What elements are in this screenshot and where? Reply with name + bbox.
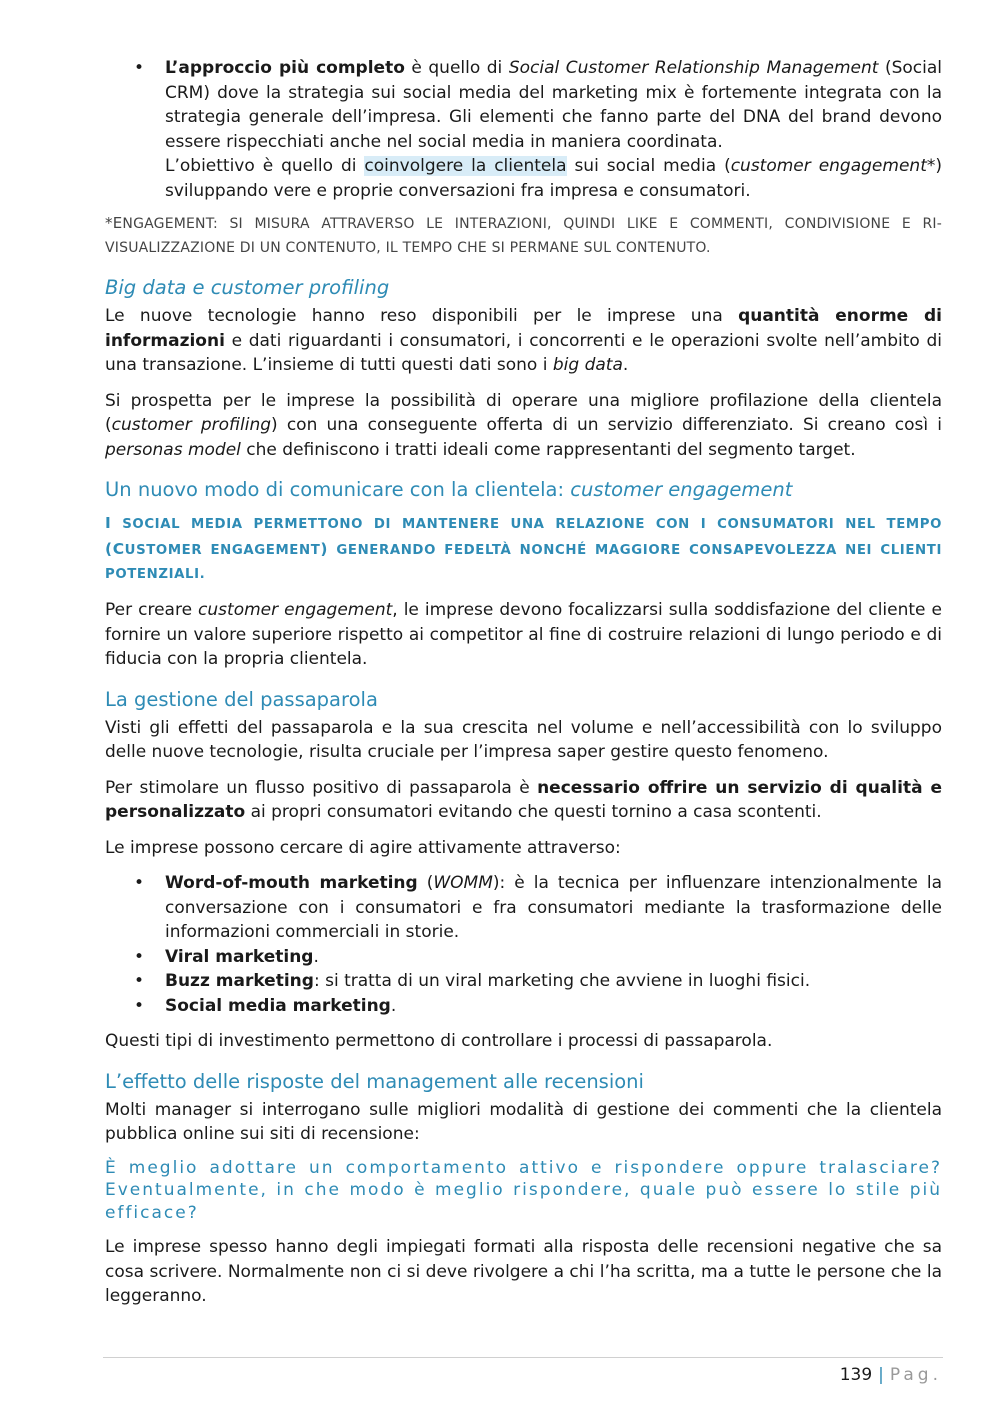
bullet-icon: • xyxy=(134,58,145,78)
bullet-icon: • xyxy=(134,995,145,1016)
text: ) con una conseguente offerta di un servizio differenziato. Si creano così i xyxy=(271,415,942,435)
page-label: Pag. xyxy=(889,1365,942,1385)
section-heading xyxy=(105,274,942,301)
blue-quote: È meglio adottare un comportamento attivo e rispondere oppure tralasciare? Eventualmente, in che modo è meglio rispondere, quale può essere lo stile più efficace? xyxy=(105,1157,942,1223)
page-footer xyxy=(840,1362,942,1388)
list-item xyxy=(105,871,942,945)
text: , le imprese devono focalizzarsi sulla soddisfazione del cliente e fornire un valore superiore rispetto ai competitor al fine di costruire relazioni di lungo periodo e di fiducia con la propria clientela. xyxy=(105,600,942,669)
list-item xyxy=(105,56,942,203)
list-item xyxy=(105,945,942,970)
text: USTOMER ENGAGEMENT xyxy=(124,543,321,558)
list-item xyxy=(105,969,942,994)
section-heading xyxy=(105,476,942,503)
text: Le nuove tecnologie hanno reso disponibili per le imprese una xyxy=(105,306,739,326)
footer-divider xyxy=(103,1357,943,1358)
italic-text: personas model xyxy=(105,439,241,460)
marketing-bullet-list xyxy=(105,871,942,1018)
section-heading xyxy=(105,1068,942,1095)
bullet-icon: • xyxy=(134,946,145,967)
text: Per creare xyxy=(105,600,199,620)
text: E xyxy=(112,214,123,232)
paragraph: Le imprese spesso hanno degli impiegati formati alla risposta delle recensioni negative che sa cosa scrivere. Normalmente non ci si deve rivolgere a chi l’ha scritta, ma a tutte le persone che la leggeranno. xyxy=(105,1237,942,1306)
text: ): è la tecnica per influenzare intenzionalmente la conversazione con i consumatori e fra consumatori mediante la trasformazione delle informazioni commerciali in storie. xyxy=(165,873,942,942)
bold-text: L’approccio più completo xyxy=(165,58,405,78)
text: . xyxy=(622,355,629,375)
bullet-icon: • xyxy=(134,971,145,991)
document-page xyxy=(105,56,942,1309)
footer-separator: | xyxy=(878,1365,884,1385)
text: SOCIAL MEDIA PERMETTONO DI MANTENERE UNA RELAZIONE CON I CONSUMATORI NEL TEMPO xyxy=(111,517,942,532)
bold-text: Buzz marketing xyxy=(165,971,314,991)
italic-text: Social Customer Relationship Management xyxy=(508,58,879,78)
text: ai propri consumatori evitando che questi tornino a casa scontenti. xyxy=(245,802,822,822)
list-item xyxy=(105,994,942,1019)
text: . xyxy=(313,946,319,967)
paragraph: Visti gli effetti del passaparola e la sua crescita nel volume e nell’accessibilità con lo sviluppo delle nuove tecnologie, risulta cruciale per l’impresa saper gestire questo fenomeno. xyxy=(105,717,942,762)
text: I xyxy=(105,514,112,532)
italic-text: customer engagement xyxy=(730,156,927,176)
bold-text: necessario offrire un servizio di qualità e personalizzato xyxy=(105,777,942,822)
heading-text: La gestione del passaparola xyxy=(105,687,378,711)
intro-bullet-list xyxy=(105,56,942,203)
text: ) xyxy=(320,540,329,558)
text: . xyxy=(390,995,397,1016)
text: è quello di xyxy=(404,58,509,78)
text: C xyxy=(112,540,125,558)
highlighted-text: coinvolgere la clientela xyxy=(364,156,567,176)
bold-text: Word-of-mouth marketing xyxy=(165,873,418,893)
paragraph xyxy=(105,304,942,378)
engagement-footnote xyxy=(105,211,942,260)
text: Per stimolare un flusso positivo di passaparola è xyxy=(105,777,538,798)
bold-text: Social media marketing xyxy=(165,995,391,1016)
heading-text: L’effetto delle risposte del management alle recensioni xyxy=(105,1069,644,1093)
text: Si prospetta per le imprese la possibilità di operare una migliore profilazione della clientela ( xyxy=(105,390,942,435)
paragraph: Le imprese possono cercare di agire attivamente attraverso: xyxy=(105,837,621,858)
paragraph xyxy=(105,598,942,672)
section-lead xyxy=(105,511,942,587)
text: ( xyxy=(105,540,113,558)
bold-text: quantità enorme di informazioni xyxy=(105,306,942,351)
bold-text: Viral marketing xyxy=(165,946,314,967)
italic-text: big data xyxy=(552,355,623,375)
text: L’obiettivo è quello di xyxy=(165,156,365,176)
text: e dati riguardanti i consumatori, i concorrenti e le operazioni svolte nell’ambito di una transazione. L’insieme di tutti questi dati sono i xyxy=(105,330,942,375)
paragraph: Molti manager si interrogano sulle migliori modalità di gestione dei commenti che la clientela pubblica online sui siti di recensione: xyxy=(105,1099,942,1144)
italic-text: customer profiling xyxy=(111,415,272,435)
text: *) sviluppando vere e proprie conversazioni fra impresa e consumatori. xyxy=(165,156,942,201)
text: GENERANDO FEDELTÀ NONCHÉ MAGGIORE CONSAPEVOLEZZA NEI CLIENTI POTENZIALI. xyxy=(105,543,942,582)
paragraph xyxy=(105,776,942,825)
text: ( xyxy=(417,873,434,893)
page-number: 139 xyxy=(839,1365,873,1385)
text: NGAGEMENT: SI MISURA ATTRAVERSO LE INTERAZIONI, QUINDI LIKE E COMMENTI, CONDIVISIONE E RI-VISUALIZZAZIONE DI UN CONTENUTO, IL TEMPO CHE SI PERMANE SUL CONTENUTO. xyxy=(105,216,942,256)
text: (Social CRM) dove la strategia sui social media del marketing mix è fortemente integrata con la strategia generale dell’impresa. Gli elementi che fanno parte del DNA del brand devono essere rispecchiati anche nel social media in maniera coordinata. xyxy=(165,58,943,152)
text: * xyxy=(105,214,113,232)
bullet-icon: • xyxy=(134,873,145,893)
section-heading xyxy=(105,686,942,713)
text: che definiscono i tratti ideali come rappresentanti del segmento target. xyxy=(240,439,856,460)
text: : si tratta di un viral marketing che avviene in luoghi fisici. xyxy=(313,971,811,991)
heading-text: Un nuovo modo di comunicare con la clientela: xyxy=(105,478,571,501)
text: sui social media ( xyxy=(566,156,731,176)
paragraph xyxy=(105,389,942,463)
heading-text: Big data e customer profiling xyxy=(105,276,390,299)
italic-text: WOMM xyxy=(433,873,493,893)
heading-italic-text: customer engagement xyxy=(570,478,793,501)
italic-text: customer engagement xyxy=(198,600,393,620)
paragraph: Questi tipi di investimento permettono di controllare i processi di passaparola. xyxy=(105,1031,773,1051)
